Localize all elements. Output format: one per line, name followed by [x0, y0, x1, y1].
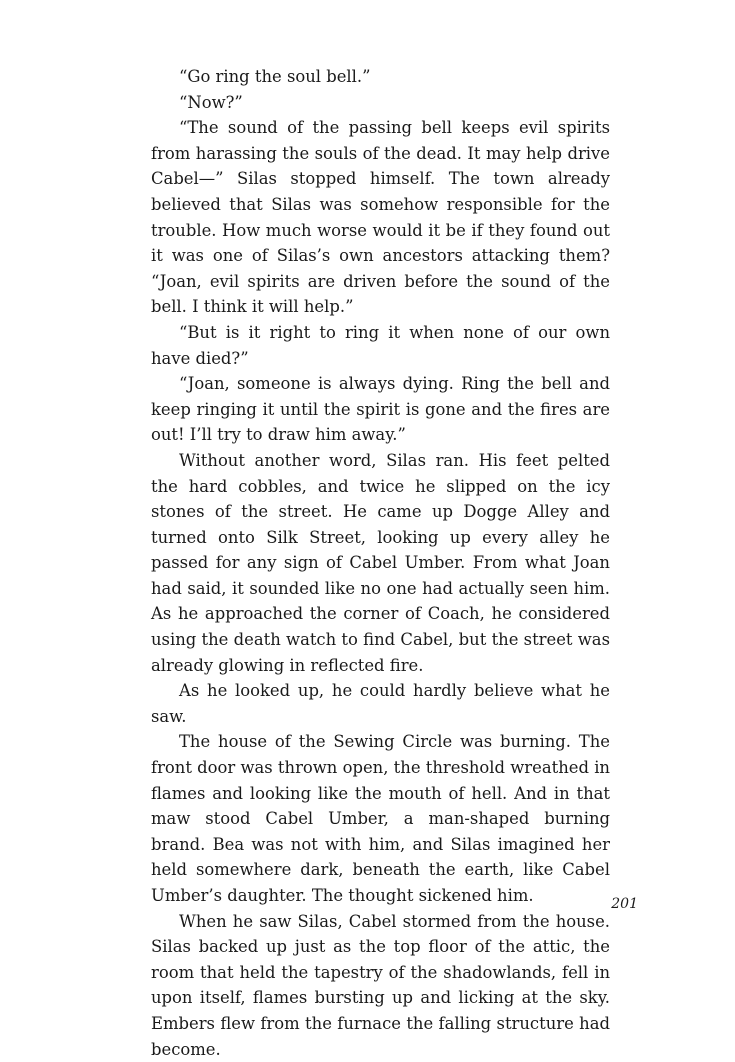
paragraph: “Now?”	[179, 92, 243, 112]
paragraph: When he saw Silas, Cabel stormed from the house. Silas backed up just as the top floor of the attic, the room that held the tapestry of the shadowlands, fell in upon itself, flames bursting up and licking at the sky. Embers flew from the furnace the falling structure had become.	[151, 911, 610, 1059]
page-number: 201	[611, 896, 638, 912]
paragraph: As he looked up, he could hardly believe what he saw.	[151, 681, 610, 726]
paragraph: Without another word, Silas ran. His feet pelted the hard cobbles, and twice he slipped on the icy stones of the street. He came up Dogge Alley and turned onto Silk Street, looking up every alley he passed for any sign of Cabel Umber. From what Joan had said, it sounded like no one had actually seen him. As he approached the corner of Coach, he considered using the death watch to find Cabel, but the street was already glowing in reflected fire.	[151, 450, 610, 675]
paragraph: “But is it right to ring it when none of our own have died?”	[151, 322, 610, 368]
paragraph: “Joan, someone is always dying. Ring the bell and keep ringing it until the spirit is gone and the fires are out! I’ll try to draw him away.”	[151, 374, 610, 445]
paragraph: “Go ring the soul bell.”	[179, 67, 371, 86]
paragraph: “The sound of the passing bell keeps evil spirits from harassing the souls of the dead. It may help drive Cabel—” Silas stopped himself. The town already believed that Silas was somehow responsible for the trouble. How much worse would it be if they found out it was one of Silas’s own ancestors attacking them? “Joan, evil spirits are driven before the sound of the bell. I think it will help.”	[151, 118, 610, 317]
paragraph: The house of the Sewing Circle was burning. The front door was thrown open, the threshold wreathed in flames and looking like the mouth of hell. And in that maw stood Cabel Umber, a man-shaped burning brand. Bea was not with him, and Silas imagined her held somewhere dark, beneath the earth, like Cabel Umber’s daughter. The thought sickened him.	[151, 732, 610, 905]
body-text	[151, 64, 610, 1062]
